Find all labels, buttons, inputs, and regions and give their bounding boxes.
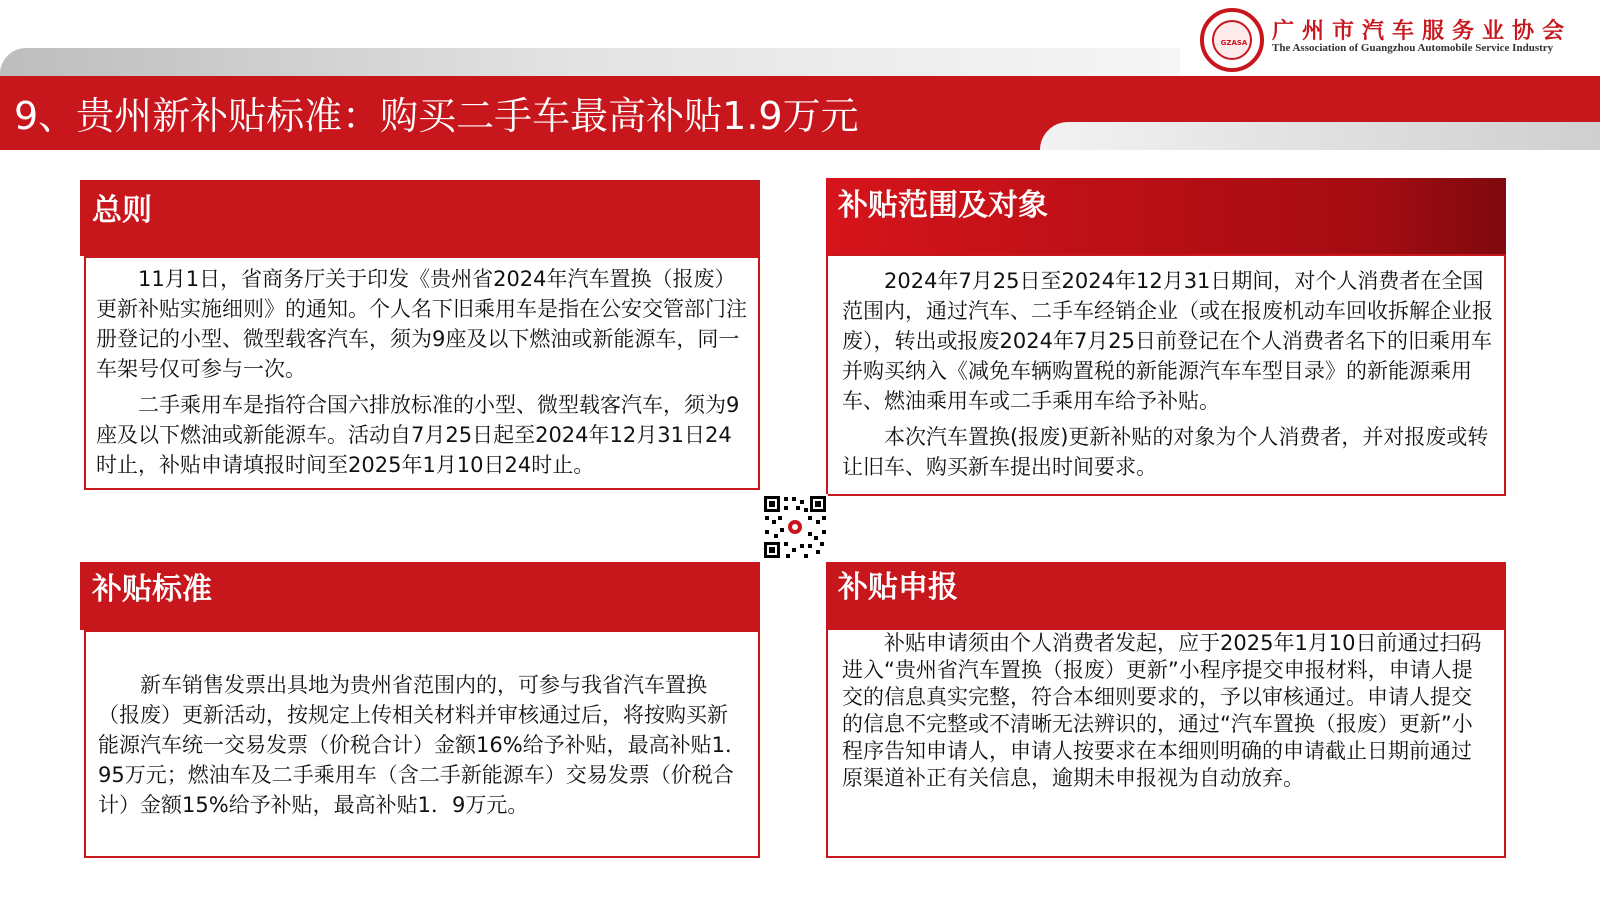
panel-body <box>84 256 760 490</box>
association-logo <box>1200 8 1264 72</box>
paragraph: 本次汽车置换(报废)更新补贴的对象为个人消费者，并对报废或转让旧车、购买新车提出时间要求。 <box>842 425 1489 479</box>
header-decor-band <box>0 48 1180 76</box>
qr-code-icon[interactable] <box>762 494 828 560</box>
paragraph: 11月1日，省商务厅关于印发《贵州省2024年汽车置换（报废）更新补贴实施细则》的通知。个人名下旧乘用车是指在公安交管部门注册登记的小型、微型载客汽车，须为9座及以下燃油或新能源车，同一车架号仅可参与一次。 <box>96 267 747 381</box>
panel-general <box>80 180 760 490</box>
panel-scope <box>826 178 1506 496</box>
paragraph: 二手乘用车是指符合国六排放标准的小型、微型载客汽车，须为9座及以下燃油或新能源车。活动自7月25日起至2024年12月31日24时止，补贴申请填报时间至2025年1月10日24时止。 <box>96 393 740 477</box>
panel-heading: 补贴申报 <box>826 562 1506 628</box>
panel-body <box>826 254 1506 496</box>
panel-standard <box>80 562 760 858</box>
org-name-english: The Association of Guangzhou Automobile Service Industry <box>1272 42 1554 54</box>
logo-text: GZASA <box>1220 39 1248 47</box>
title-band-decor <box>1040 122 1600 150</box>
paragraph: 补贴申请须由个人消费者发起，应于2025年1月10日前通过扫码进入“贵州省汽车置换（报废）更新”小程序提交申报材料，申请人提交的信息真实完整，符合本细则要求的，予以审核通过。申请人提交的信息不完整或不清晰无法辨识的，通过“汽车置换（报废）更新”小程序告知申请人，申请人按要求在本细则明确的申请截止日期前通过原渠道补正有关信息，逾期未申报视为自动放弃。 <box>842 631 1482 790</box>
org-name-chinese: 广州市汽车服务业协会 <box>1272 19 1573 44</box>
panel-application <box>826 562 1506 858</box>
page-title: 9、贵州新补贴标准：购买二手车最高补贴1.9万元 <box>14 94 859 138</box>
panel-heading: 补贴标准 <box>80 562 760 630</box>
panel-heading: 总则 <box>80 180 760 256</box>
paragraph: 新车销售发票出具地为贵州省范围内的，可参与我省汽车置换（报废）更新活动，按规定上传相关材料并审核通过后，将按购买新能源汽车统一交易发票（价税合计）金额16%给予补贴，最高补贴1．95万元；燃油车及二手乘用车（含二手新能源车）交易发票（价税合计）金额15%给予补贴，最高补贴1．9万元。 <box>98 673 747 817</box>
panel-heading: 补贴范围及对象 <box>826 178 1506 254</box>
paragraph: 2024年7月25日至2024年12月31日期间，对个人消费者在全国范围内，通过汽车、二手车经销企业（或在报废机动车回收拆解企业报废），转出或报废2024年7月25日前登记在个人消费者名下的旧乘用车并购买纳入《减免车辆购置税的新能源汽车车型目录》的新能源乘用车、燃油乘用车或二手乘用车给予补贴。 <box>842 269 1493 413</box>
panel-body <box>84 630 760 858</box>
logo-seal <box>1212 20 1252 60</box>
panel-body <box>826 628 1506 858</box>
